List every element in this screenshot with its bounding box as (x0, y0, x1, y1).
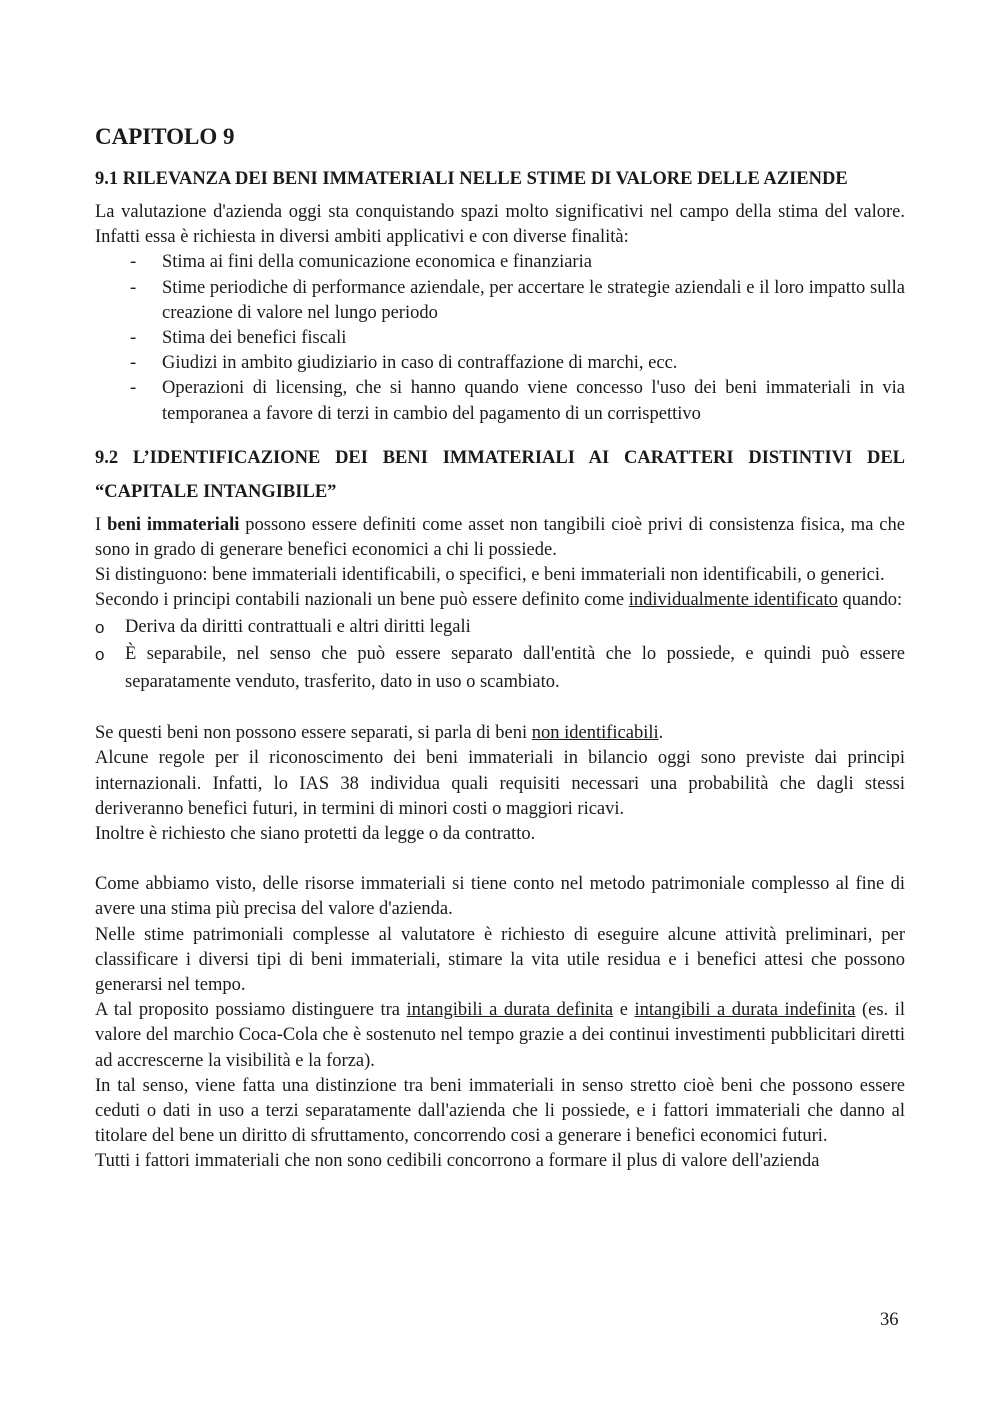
list-item-text: È separabile, nel senso che può essere separato dall'entità che lo possiede, e quindi può essere separatamente venduto, trasferito, dato in uso o scambiato. (125, 644, 905, 692)
dash-bullet: - (130, 353, 137, 374)
page-content (95, 122, 905, 1175)
text-run: e (613, 1000, 635, 1021)
paragraph-national-principles (95, 588, 905, 613)
bold-term: beni immateriali (107, 514, 240, 535)
text-run: Secondo i principi contabili nazionali un bene può essere definito come (95, 590, 629, 611)
text-run: . (658, 723, 664, 744)
paragraph-spacer (95, 847, 905, 872)
list-item-text: Stima ai fini della comunicazione economica e finanziaria (162, 252, 592, 273)
underlined-term: intangibili a durata indefinita (634, 1000, 856, 1021)
text-run: I (95, 514, 108, 535)
paragraph-non-identifiable (95, 721, 905, 746)
list-item-text: Deriva da diritti contrattuali e altri diritti legali (125, 616, 471, 637)
text-run: A tal proposito possiamo distinguere tra (95, 1000, 407, 1021)
text-run: (es. il valore del marchio Coca-Cola che è sostenuto nel tempo grazie a dei continui investimenti pubblicitari diretti ad accrescerne la visibilità e la forza). (95, 1000, 906, 1071)
dash-bullet: - (130, 378, 137, 399)
underlined-term: intangibili a durata definita (406, 1000, 614, 1021)
list-item-text: Giudizi in ambito giudiziario in caso di contraffazione di marchi, ecc. (162, 353, 678, 374)
page-number: 36 (880, 1310, 899, 1330)
list-item (95, 250, 905, 275)
text-run: possono essere definiti come asset non tangibili cioè privi di consistenza fisica, ma che sono in grado di generare benefici economici a chi li possiede. (95, 514, 905, 561)
dash-bullet: - (130, 252, 137, 273)
list-item (95, 351, 905, 376)
criteria-list (95, 614, 905, 697)
list-item (95, 276, 905, 326)
paragraph-definition (95, 513, 905, 563)
list-item-text: Stime periodiche di performance aziendale, per accertare le strategie aziendali e il loro impatto sulla creazione di valore nel lungo periodo (162, 277, 905, 323)
list-item (95, 641, 905, 696)
text-run: quando: (837, 590, 903, 611)
applications-list (95, 250, 905, 426)
underlined-term: non identificabili (531, 723, 659, 744)
paragraph-protection: Inoltre è richiesto che siano protetti da legge o da contratto. (95, 823, 536, 844)
underlined-term: individualmente identificato (628, 590, 838, 611)
paragraph-complex-estimates: Nelle stime patrimoniali complesse al valutatore è richiesto di eseguire alcune attività preliminari, per classificare i diversi tipi di beni immateriali, stimare la vita utile residua e i benefici attesi che possono generarsi nel tempo. (95, 924, 905, 995)
paragraph-non-transferable: Tutti i fattori immateriali che non sono cedibili concorrono a formare il plus di valore dell'azienda (95, 1151, 820, 1172)
paragraph-distinction: Si distinguono: bene immateriali identificabili, o specifici, e beni immateriali non identificabili, o generici. (95, 565, 885, 586)
list-item-text: Stima dei benefici fiscali (162, 328, 347, 349)
chapter-title: CAPITOLO 9 (95, 124, 235, 149)
circle-bullet: o (95, 617, 105, 637)
paragraph-strict-sense: In tal senso, viene fatta una distinzione tra beni immateriali in senso stretto cioè beni che possono essere ceduti o dati in uso a terzi separatamente dall'azienda che li possiede, e i fattori immateriali che danno al titolare del bene un diritto di sfruttamento, concorrendo cosi a generare i benefici economici futuri. (95, 1075, 905, 1147)
list-item-text: Operazioni di licensing, che si hanno quando viene concesso l'uso dei beni immateriali in via temporanea a favore di terzi in cambio del pagamento di un corrispettivo (162, 378, 905, 424)
dash-bullet: - (130, 277, 137, 298)
section-9-2-heading: 9.2 L’IDENTIFICAZIONE DEI BENI IMMATERIALI AI CARATTERI DISTINTIVI DEL “CAPITALE INTANGIBILE” (95, 447, 905, 502)
paragraph-patrimonial-method: Come abbiamo visto, delle risorse immateriali si tiene conto nel metodo patrimoniale complesso al fine di avere una stima più precisa del valore d'azienda. (95, 874, 905, 920)
list-item (95, 376, 905, 426)
section-9-1-intro: La valutazione d'azienda oggi sta conquistando spazi molto significativi nel campo della stima del valore. Infatti essa è richiesta in diversi ambiti applicativi e con diverse finalità: (95, 202, 905, 248)
dash-bullet: - (130, 328, 137, 349)
paragraph-ias38: Alcune regole per il riconoscimento dei beni immateriali in bilancio oggi sono previste dai principi internazionali. Infatti, lo IAS 38 individua quali requisiti necessari una probabilità che dagli stessi deriveranno benefici futuri, in termini di minori costi o maggiori ricavi. (95, 748, 905, 819)
paragraph-spacer (95, 696, 905, 721)
section-9-1-heading: 9.1 RILEVANZA DEI BENI IMMATERIALI NELLE STIME DI VALORE DELLE AZIENDE (95, 169, 848, 189)
text-run: Se questi beni non possono essere separati, si parla di beni (95, 723, 532, 744)
list-item (95, 326, 905, 351)
list-item (95, 614, 905, 642)
paragraph-duration (95, 998, 905, 1074)
circle-bullet: o (95, 645, 105, 665)
